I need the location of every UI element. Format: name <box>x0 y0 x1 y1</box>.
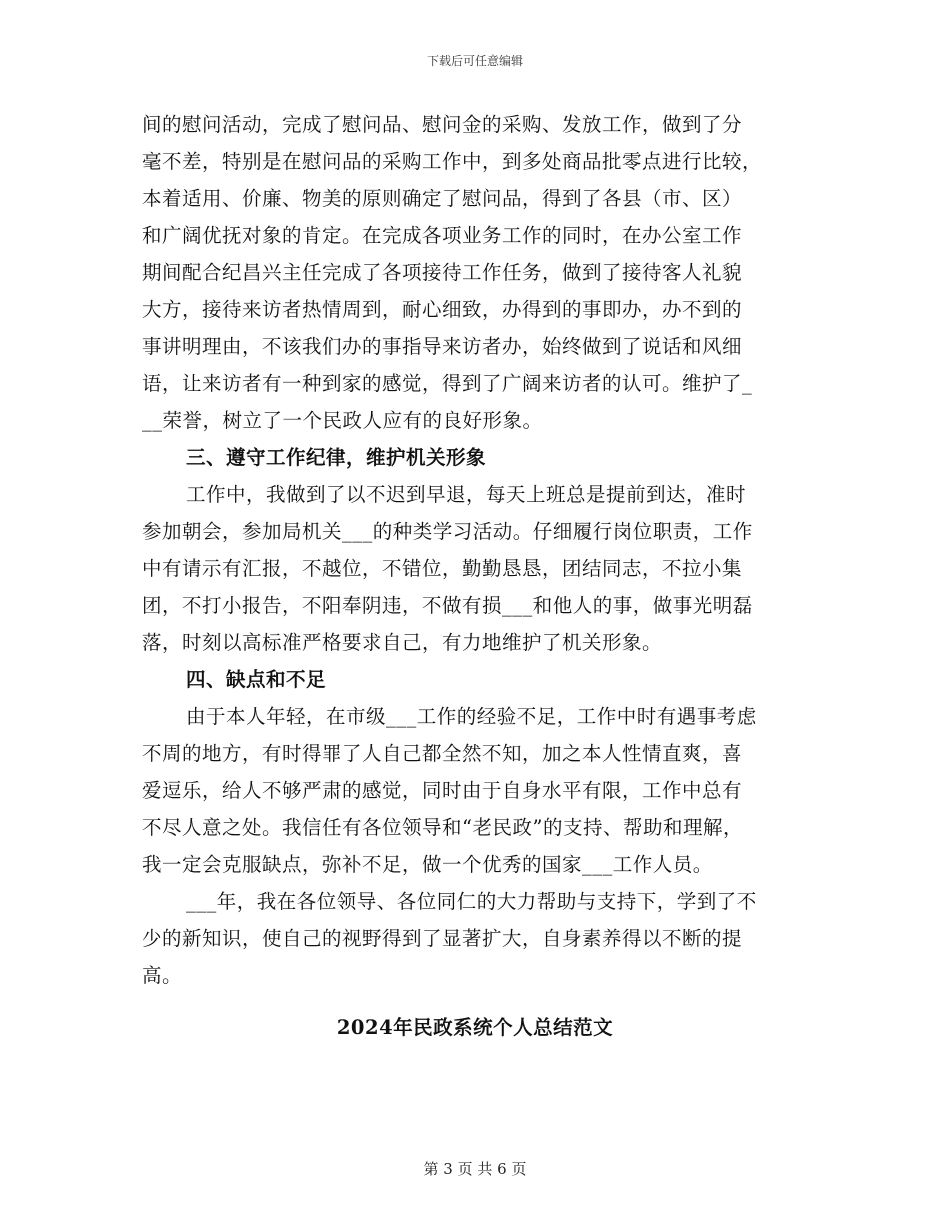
text-line: 大方，接待来访者热情周到，耐心细致，办得到的事即办，办不到的 <box>142 298 743 321</box>
text-line: 爱逗乐，给人不够严肃的感觉，同时由于自身水平有限，工作中总有 <box>142 779 743 802</box>
text-line: 毫不差，特别是在慰问品的采购工作中，到多处商品批零点进行比较， <box>142 150 763 173</box>
paragraph-3 <box>142 698 810 883</box>
text-line: 期间配合纪昌兴主任完成了各项接待工作任务，做到了接待客人礼貌 <box>142 261 743 284</box>
text-line: 少的新知识，使自己的视野得到了显著扩大，自身素养得以不断的提 <box>142 927 743 950</box>
text-line: 我一定会克服缺点，弥补不足，做一个优秀的国家___工作人员。 <box>142 853 713 876</box>
text-line: 语，让来访者有一种到家的感觉，得到了广阔来访者的认可。维护了_ <box>142 372 753 395</box>
section-heading-4: 四、缺点和不足 <box>186 668 327 691</box>
text-line: 不尽人意之处。我信任有各位领导和“老民政”的支持、帮助和理解， <box>142 816 743 839</box>
text-line: 落，时刻以高标准严格要求自己，有力地维护了机关形象。 <box>142 631 663 654</box>
paragraph-1 <box>142 106 810 439</box>
next-document-title: 2024年民政系统个人总结范文 <box>336 1016 614 1039</box>
document-body <box>142 106 810 994</box>
text-line: 事讲明理由，不该我们办的事指导来访者办，始终做到了说话和风细 <box>142 335 743 358</box>
text-line: 和广阔优抚对象的肯定。在完成各项业务工作的同时，在办公室工作 <box>142 224 743 247</box>
text-line: 团，不打小报告，不阳奉阴违，不做有损___和他人的事，做事光明磊 <box>142 594 753 617</box>
text-line: __荣誉，树立了一个民政人应有的良好形象。 <box>142 409 543 432</box>
text-line: 间的慰问活动，完成了慰问品、慰问金的采购、发放工作，做到了分 <box>142 113 743 136</box>
paragraph-4 <box>142 883 810 994</box>
text-line: 参加朝会，参加局机关___的种类学习活动。仔细履行岗位职责，工作 <box>142 520 753 543</box>
page-footer: 第 3 页 共 6 页 <box>423 1160 527 1178</box>
header-note: 下载后可任意编辑 <box>426 54 523 68</box>
paragraph-2 <box>142 476 810 661</box>
section-heading-3: 三、遵守工作纪律，维护机关形象 <box>186 446 487 469</box>
text-line: 中有请示有汇报，不越位，不错位，勤勤恳恳，团结同志，不拉小集 <box>142 557 743 580</box>
text-line: 由于本人年轻，在市级___工作的经验不足，工作中时有遇事考虑 <box>186 705 757 728</box>
text-line: 不周的地方，有时得罪了人自己都全然不知，加之本人性情直爽，喜 <box>142 742 743 765</box>
text-line: 高。 <box>142 964 183 987</box>
text-line: 工作中，我做到了以不迟到早退，每天上班总是提前到达，准时 <box>186 483 747 506</box>
text-line: ___年，我在各位领导、各位同仁的大力帮助与支持下，学到了不 <box>186 890 757 913</box>
text-line: 本着适用、价廉、物美的原则确定了慰问品，得到了各县（市、区） <box>142 187 743 210</box>
